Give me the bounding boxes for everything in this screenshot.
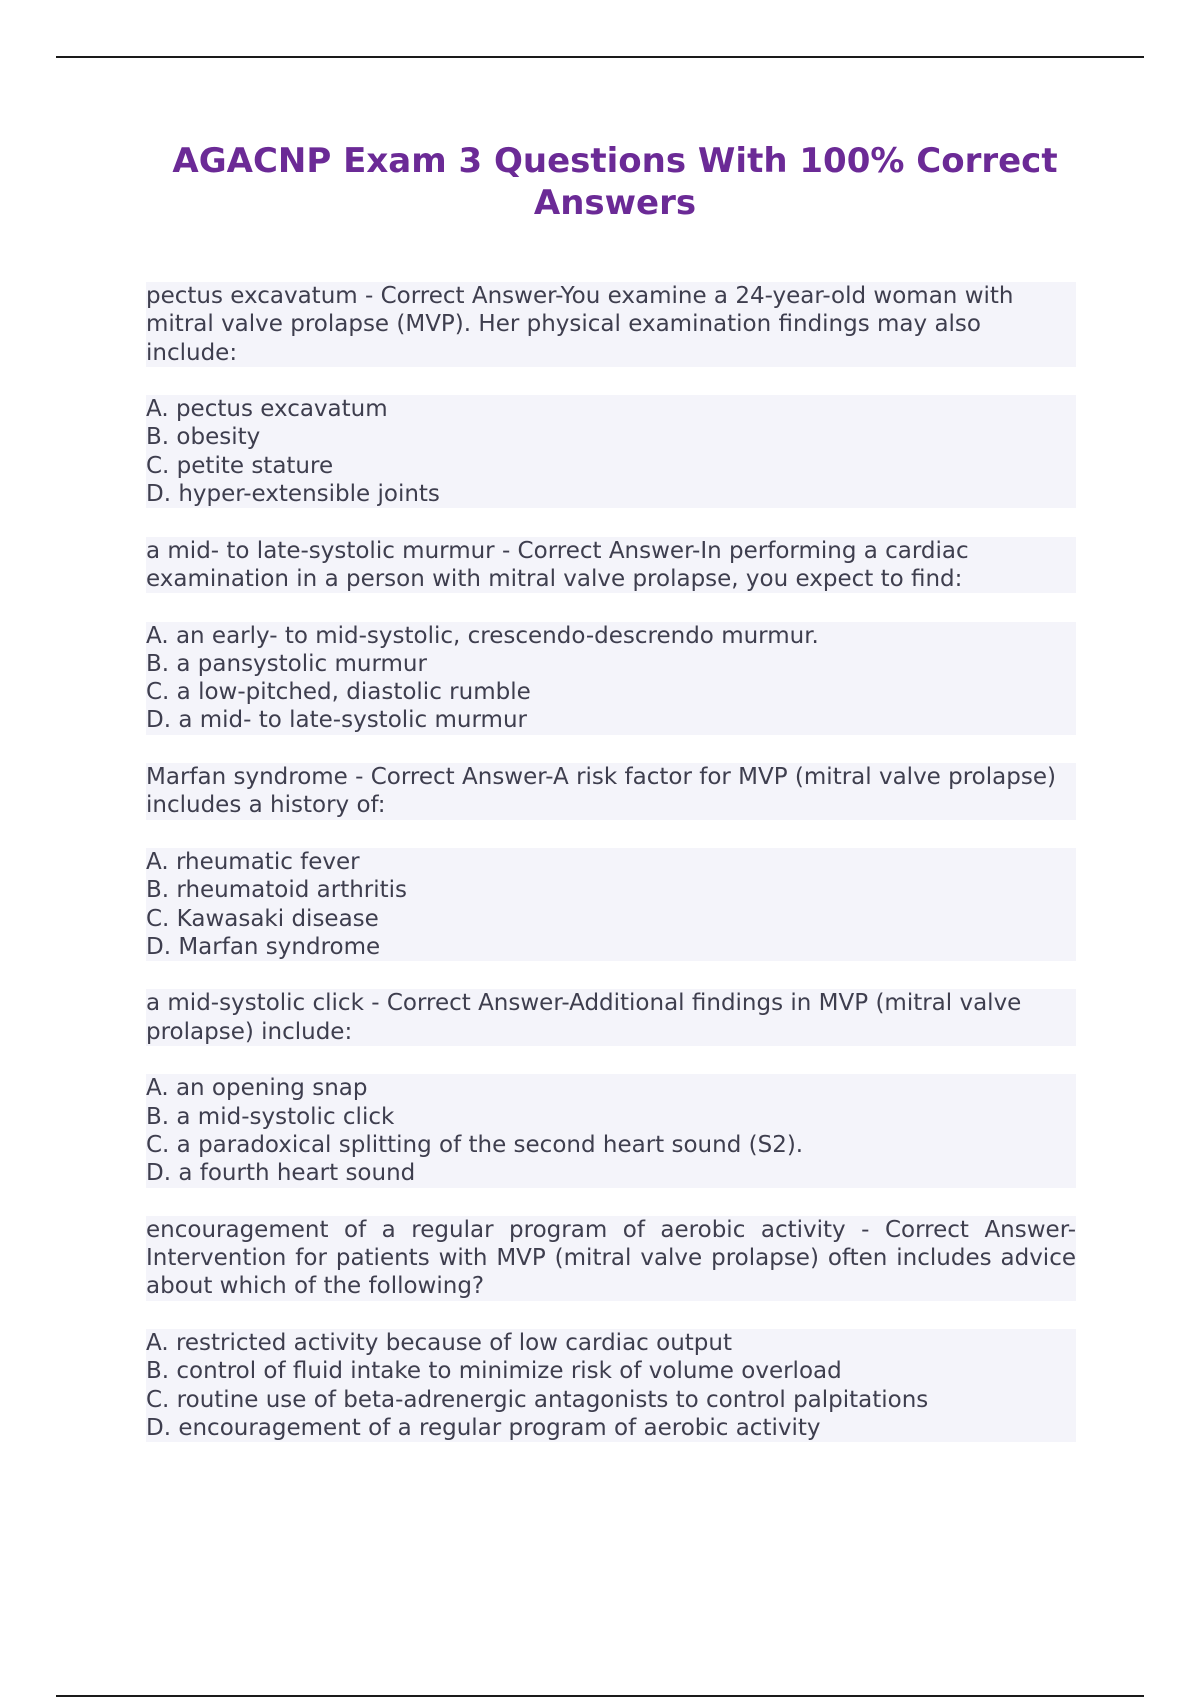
question-text: Marfan syndrome - Correct Answer-A risk factor for MVP (mitral valve prolapse) includes a history of: [146,763,1076,820]
options-list [146,622,1076,735]
option-c: C. Kawasaki disease [146,905,1076,933]
qa-list [146,282,1076,1470]
options-list [146,1074,1076,1187]
option-c: C. a paradoxical splitting of the second heart sound (S2). [146,1131,1076,1159]
option-c: C. petite stature [146,452,1076,480]
qa-item-2 [146,537,1076,735]
qa-item-5 [146,1216,1076,1442]
options-list [146,1329,1076,1442]
option-a: A. pectus excavatum [146,395,1076,423]
option-d: D. a mid- to late-systolic murmur [146,706,1076,734]
question-text: encouragement of a regular program of aerobic activity - Correct Answer-Intervention for patients with MVP (mitral valve prolapse) often includes advice about which of the following? [146,1216,1076,1300]
options-list [146,395,1076,508]
option-a: A. rheumatic fever [146,848,1076,876]
option-d: D. hyper-extensible joints [146,480,1076,508]
option-c: C. a low-pitched, diastolic rumble [146,678,1076,706]
option-a: A. restricted activity because of low cardiac output [146,1329,1076,1357]
option-d: D. Marfan syndrome [146,933,1076,961]
header-rule [56,56,1144,58]
qa-item-1 [146,282,1076,508]
option-a: A. an opening snap [146,1074,1076,1102]
options-list [146,848,1076,961]
document-title: AGACNP Exam 3 Questions With 100% Correct Answers [172,141,1058,223]
option-d: D. encouragement of a regular program of aerobic activity [146,1414,1076,1442]
footer-rule [56,1695,1144,1697]
option-b: B. control of fluid intake to minimize risk of volume overload [146,1357,1076,1385]
question-text: a mid- to late-systolic murmur - Correct Answer-In performing a cardiac examination in a person with mitral valve prolapse, you expect to find: [146,537,1076,594]
option-c: C. routine use of beta-adrenergic antagonists to control palpitations [146,1386,1076,1414]
question-text: pectus excavatum - Correct Answer-You examine a 24-year-old woman with mitral valve prolapse (MVP). Her physical examination findings may also include: [146,282,1076,367]
question-text: a mid-systolic click - Correct Answer-Additional findings in MVP (mitral valve prolapse) include: [146,989,1076,1046]
qa-item-3 [146,763,1076,961]
option-a: A. an early- to mid-systolic, crescendo-descrendo murmur. [146,622,1076,650]
option-b: B. rheumatoid arthritis [146,876,1076,904]
option-b: B. obesity [146,423,1076,451]
option-d: D. a fourth heart sound [146,1159,1076,1187]
option-b: B. a mid-systolic click [146,1103,1076,1131]
qa-item-4 [146,989,1076,1187]
option-b: B. a pansystolic murmur [146,650,1076,678]
